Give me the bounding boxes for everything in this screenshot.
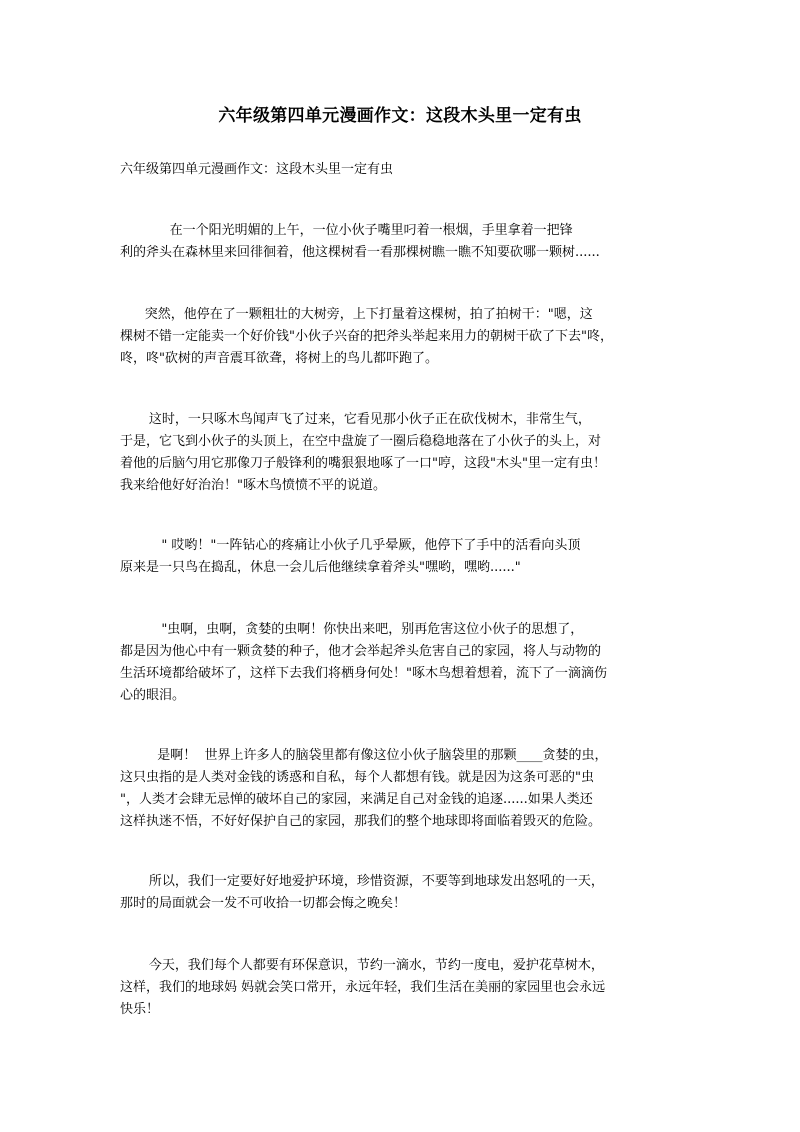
paragraph-line: 在一个阳光明媚的上午，一位小伙子嘴里叼着一根烟，手里拿着一把锋 [120,223,573,238]
paragraph-5 [120,619,680,707]
paragraph-line: 快乐！ [120,1002,160,1017]
paragraph-2 [120,304,680,370]
paragraph-8 [120,955,680,1021]
paragraph-6 [120,745,680,833]
paragraph-line: 原来是一只鸟在捣乱，休息一会儿后他继续拿着斧头"嘿哟，嘿哟......" [120,560,521,575]
paragraph-1 [120,220,680,264]
paragraph-line: 利的斧头在森林里来回徘徊着，他这棵树看一看那棵树瞧一瞧不知要砍哪一颗树...... [120,245,600,260]
paragraph-line: 这时，一只啄木鸟闻声飞了过来，它看见那小伙子正在砍伐树木，非常生气， [120,412,591,427]
paragraph-3 [120,409,680,497]
paragraph-line: 突然，他停在了一颗粗壮的大树旁，上下打量着这棵树，拍了拍树干："嗯，这 [120,307,593,322]
paragraph-line: 这样，我们的地球妈 妈就会笑口常开，永远年轻，我们生活在美丽的家园里也会永远 [120,980,606,995]
paragraph-line: 是啊！ 世界上许多人的脑袋里都有像这位小伙子脑袋里的那颗____贪婪的虫， [120,748,608,763]
paragraph-7 [120,871,680,915]
paragraph-line: "，人类才会肆无忌惮的破坏自己的家园，来满足自己对金钱的追逐......如果人类还 [120,792,593,807]
paragraph-line: 那时的局面就会一发不可收拾一切都会悔之晚矣！ [120,896,407,911]
paragraph-line: 心的眼泪。 [120,688,186,703]
paragraph-4 [120,535,680,579]
paragraph-line: 棵树不错一定能卖一个好价钱"小伙子兴奋的把斧头举起来用力的朝树干砍了下去"咚， [120,329,613,344]
paragraph-line: 所以，我们一定要好好地爱护环境，珍惜资源，不要等到地球发出怒吼的一天， [120,874,604,889]
paragraph-line: 咚，咚"砍树的声音震耳欲聋，将树上的鸟儿都吓跑了。 [120,351,438,366]
document-subtitle: 六年级第四单元漫画作文：这段木头里一定有虫 [120,162,394,177]
paragraph-line: 今天，我们每个人都要有环保意识，节约一滴水，节约一度电，爱护花草树木， [120,958,604,973]
paragraph-line: 着他的后脑勺用它那像刀子般锋利的嘴狠狠地啄了一口"哼，这段"木头"里一定有虫！ [120,456,606,471]
paragraph-line: 都是因为他心中有一颗贪婪的种子，他才会举起斧头危害自己的家园，将人与动物的 [120,644,602,659]
paragraph-line: 这样执迷不悟，不好好保护自己的家园，那我们的整个地球即将面临着毁灭的危险。 [120,814,602,829]
paragraph-line: " 哎哟！"一阵钻心的疼痛让小伙子几乎晕厥，他停下了手中的活看向头顶 [120,538,581,553]
paragraph-line: "虫啊，虫啊，贪婪的虫啊！你快出来吧，别再危害这位小伙子的思想了， [120,622,584,637]
paragraph-line: 我来给他好好治治！"啄木鸟愤愤不平的说道。 [120,478,386,493]
paragraph-line: 生活环境都给破坏了，这样下去我们将栖身何处！"啄木鸟想着想着，流下了一滴滴伤 [120,666,607,681]
page-title: 六年级第四单元漫画作文：这段木头里一定有虫 [218,106,582,126]
paragraph-line: 于是，它飞到小伙子的头顶上，在空中盘旋了一圈后稳稳地落在了小伙子的头上，对 [120,434,602,449]
paragraph-line: 这只虫指的是人类对金钱的诱惑和自私，每个人都想有钱。就是因为这条可恶的"虫 [120,770,594,785]
